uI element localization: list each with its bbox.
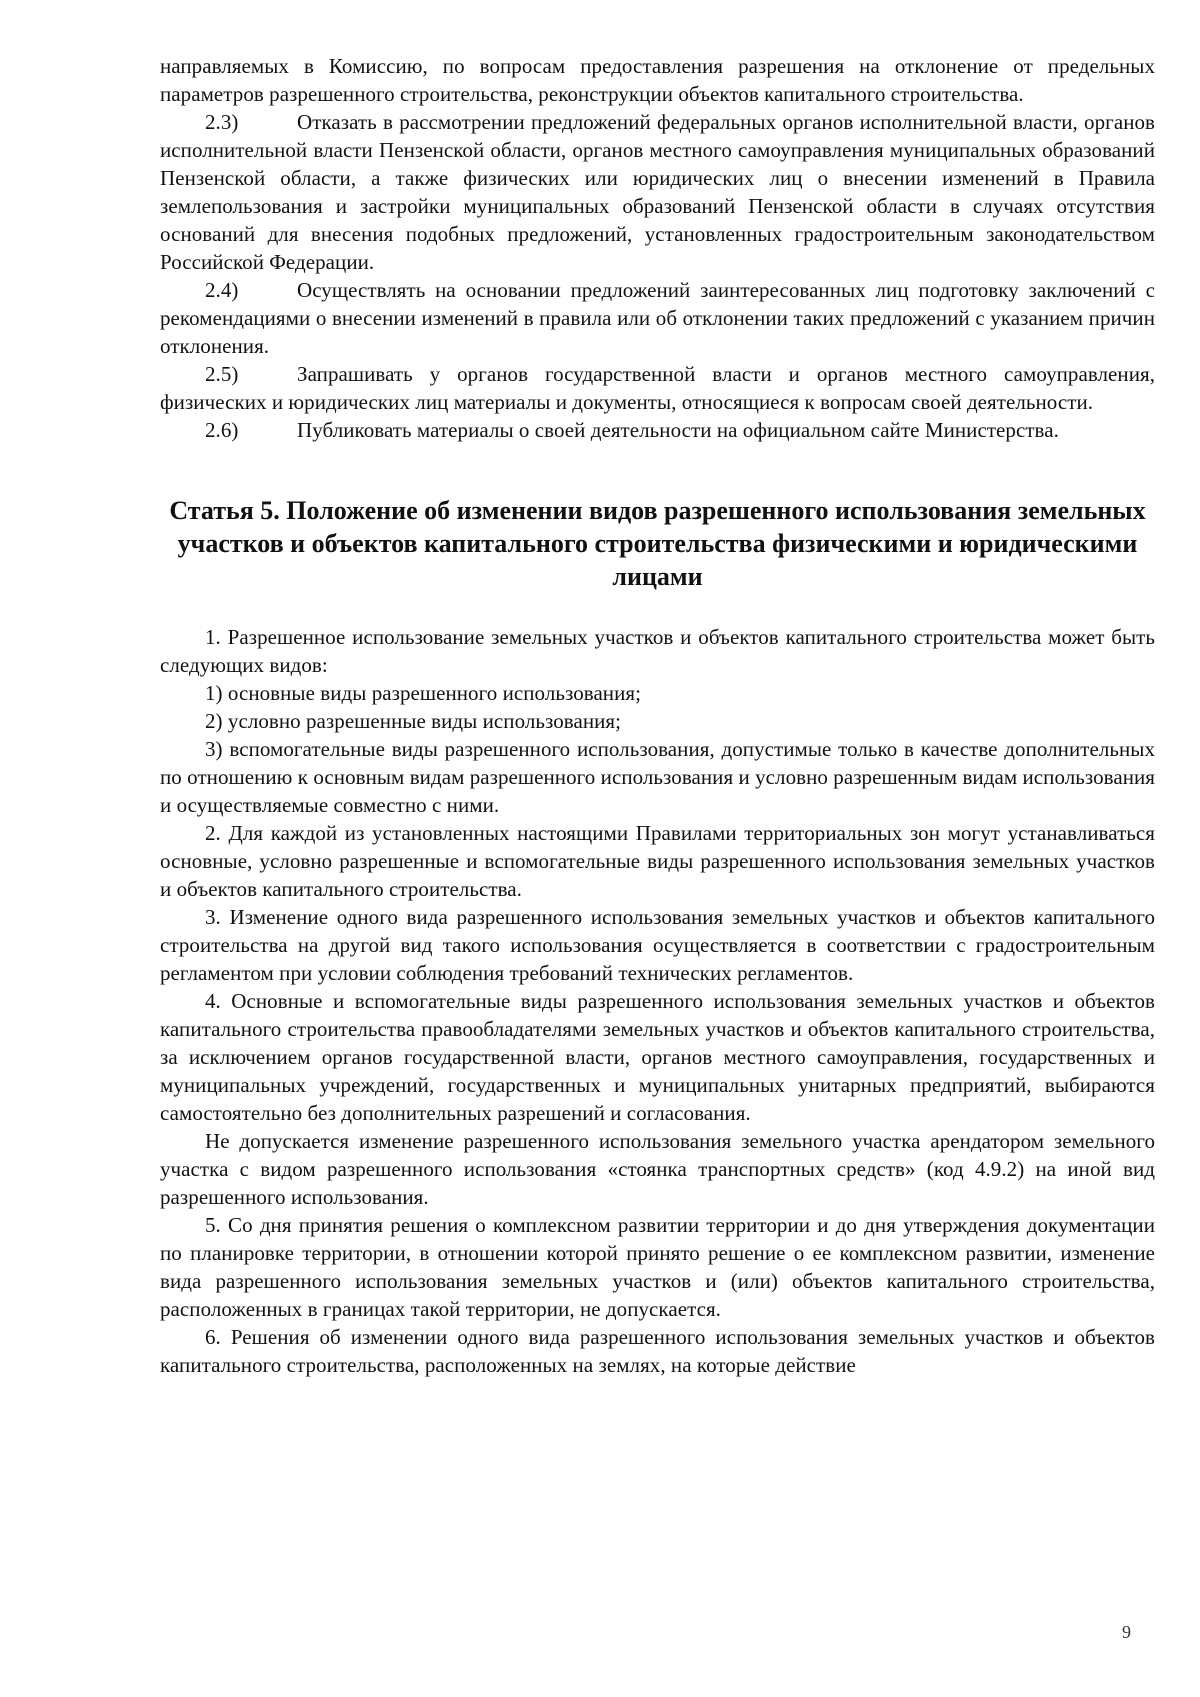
list-item-1: 1) основные виды разрешенного использования; [205, 681, 641, 705]
list-item-2: 2) условно разрешенные виды использования; [205, 709, 622, 733]
article-heading: Статья 5. Положение об изменении видов разрешенного использования земельных участков и объектов капитального строительства физическими и юридическими лицами [169, 496, 1146, 591]
paragraph-2-3 [160, 108, 1155, 276]
list-item-3: 3) вспомогательные виды разрешенного использования, допустимые только в качестве дополнительных по отношению к основным видам разрешенного использования и условно разрешенным видам использования и осуществляемые совместно с ними. [160, 737, 1155, 817]
paragraph-4: 4. Основные и вспомогательные виды разрешенного использования земельных участков и объектов капитального строительства правообладателями земельных участков и объектов капитального строительства, за исключением органов государственной власти, органов местного самоуправления, государственных и муниципальных учреждений, государственных и муниципальных унитарных предприятий, выбираются самостоятельно без дополнительных разрешений и согласования. [160, 989, 1155, 1125]
paragraph-continuation: направляемых в Комиссию, по вопросам предоставления разрешения на отклонение от предельных параметров разрешенного строительства, реконструкции объектов капитального строительства. [160, 54, 1155, 106]
document-body [160, 52, 1155, 1379]
paragraph-2-5 [160, 360, 1155, 416]
paragraph-4-note: Не допускается изменение разрешенного использования земельного участка арендатором земельного участка с видом разрешенного использования «стоянка транспортных средств» (код 4.9.2) на иной вид разрешенного использования. [160, 1129, 1155, 1209]
item-text: Запрашивать у органов государственной власти и органов местного самоуправления, физических и юридических лиц материалы и документы, относящиеся к вопросам своей деятельности. [160, 362, 1155, 414]
item-text: Отказать в рассмотрении предложений федеральных органов исполнительной власти, органов исполнительной власти Пензенской области, органов местного самоуправления муниципальных образований Пензенской области, а также физических или юридических лиц о внесении изменений в Правила землепользования и застройки муниципальных образований Пензенской области в случаях отсутствия оснований для внесения подобных предложений, установленных градостроительным законодательством Российской Федерации. [160, 110, 1155, 274]
item-text: Осуществлять на основании предложений заинтересованных лиц подготовку заключений с рекомендациями о внесении изменений в правила или об отклонении таких предложений с указанием причин отклонения. [160, 278, 1155, 358]
paragraph-3: 3. Изменение одного вида разрешенного использования земельных участков и объектов капитального строительства на другой вид такого использования осуществляется в соответствии с градостроительным регламентом при условии соблюдения требований технических регламентов. [160, 905, 1155, 985]
paragraph-6: 6. Решения об изменении одного вида разрешенного использования земельных участков и объектов капитального строительства, расположенных на землях, на которые действие [160, 1325, 1155, 1377]
item-number: 2.5) [205, 362, 239, 386]
item-number: 2.3) [205, 110, 239, 134]
page-number: 9 [1122, 1622, 1131, 1642]
paragraph-1: 1. Разрешенное использование земельных участков и объектов капитального строительства может быть следующих видов: [160, 625, 1155, 677]
item-number: 2.4) [205, 278, 239, 302]
paragraph-5: 5. Со дня принятия решения о комплексном развитии территории и до дня утверждения документации по планировке территории, в отношении которой принято решение о ее комплексном развитии, изменение вида разрешенного использования земельных участков и (или) объектов капитального строительства, расположенных в границах такой территории, не допускается. [160, 1213, 1155, 1321]
paragraph-2-4 [160, 276, 1155, 360]
paragraph-2-6 [160, 416, 1155, 444]
paragraph-2: 2. Для каждой из установленных настоящими Правилами территориальных зон могут устанавливаться основные, условно разрешенные и вспомогательные виды разрешенного использования земельных участков и объектов капитального строительства. [160, 821, 1155, 901]
item-text: Публиковать материалы о своей деятельности на официальном сайте Министерства. [297, 418, 1059, 442]
item-number: 2.6) [205, 418, 239, 442]
